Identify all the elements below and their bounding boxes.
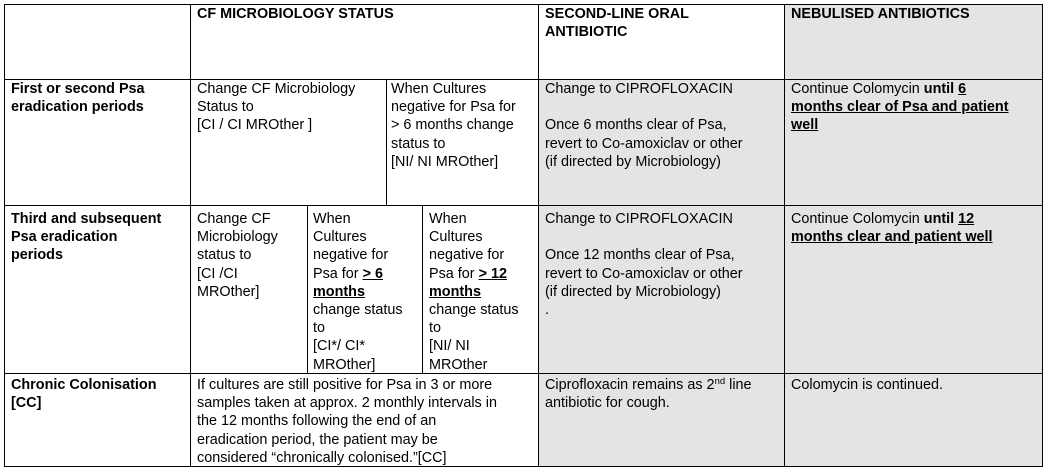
first-nebulised: Continue Colomycin until 6 months clear of Psa and patient well bbox=[791, 81, 1009, 134]
third-status-revert-12-months: When Cultures negative for Psa for > 12 months change status to [NI/ NI MROther bbox=[429, 211, 519, 373]
row2-status-divider-b bbox=[422, 205, 423, 373]
header-oral-line: SECOND-LINE ORAL bbox=[545, 6, 689, 22]
row-label-first-second: First or second Psa eradication periods bbox=[11, 81, 145, 116]
third-status-change: Change CF Microbiology status to [CI /CI MROther] bbox=[197, 211, 278, 300]
header-microbiology-status: CF MICROBIOLOGY STATUS bbox=[197, 6, 394, 22]
col-divider-label bbox=[190, 4, 191, 467]
header-second-line-oral bbox=[545, 5, 689, 41]
first-oral-antibiotic: Change to CIPROFLOXACIN Once 6 months clear of Psa, revert to Co-amoxiclav or other (if directed by Microbiology) bbox=[545, 81, 743, 170]
header-nebulised-antibiotics: NEBULISED ANTIBIOTICS bbox=[791, 6, 970, 22]
third-nebulised: Continue Colomycin until 12 months clear and patient well bbox=[791, 211, 993, 246]
table-border-right bbox=[1042, 4, 1043, 467]
row-label-chronic-colonisation: Chronic Colonisation [CC] bbox=[11, 377, 157, 412]
first-status-revert: When Cultures negative for Psa for > 6 months change status to [NI/ NI MROther] bbox=[391, 81, 516, 170]
col-divider-nebulised bbox=[784, 4, 785, 467]
chronic-nebulised: Colomycin is continued. bbox=[791, 377, 943, 393]
col-divider-oral bbox=[538, 4, 539, 467]
third-oral-antibiotic: Change to CIPROFLOXACIN Once 12 months clear of Psa, revert to Co-amoxiclav or other (if directed by Microbiology) . bbox=[545, 211, 743, 318]
chronic-status-description: If cultures are still positive for Psa in 3 or more samples taken at approx. 2 monthly intervals in the 12 months following the end of an eradication period, the patient may be considered “chronically colonised.”[CC] bbox=[197, 377, 497, 466]
third-status-revert-6-months: When Cultures negative for Psa for > 6 months change status to [CI*/ CI* MROther] bbox=[313, 211, 403, 373]
row1-status-divider bbox=[386, 79, 387, 205]
table-border-bottom bbox=[4, 466, 1043, 467]
row-label-third-subsequent: Third and subsequent Psa eradication periods bbox=[11, 211, 162, 264]
table-border-left bbox=[4, 4, 5, 467]
row2-status-divider-a bbox=[307, 205, 308, 373]
row-divider-first bbox=[4, 205, 1043, 206]
header-oral-line: ANTIBIOTIC bbox=[545, 24, 628, 41]
row-divider-third bbox=[4, 373, 1043, 374]
first-status-change: Change CF Microbiology Status to [CI / CI MROther ] bbox=[197, 81, 356, 134]
chronic-oral-antibiotic: Ciprofloxacin remains as 2nd line antibiotic for cough. bbox=[545, 376, 752, 412]
